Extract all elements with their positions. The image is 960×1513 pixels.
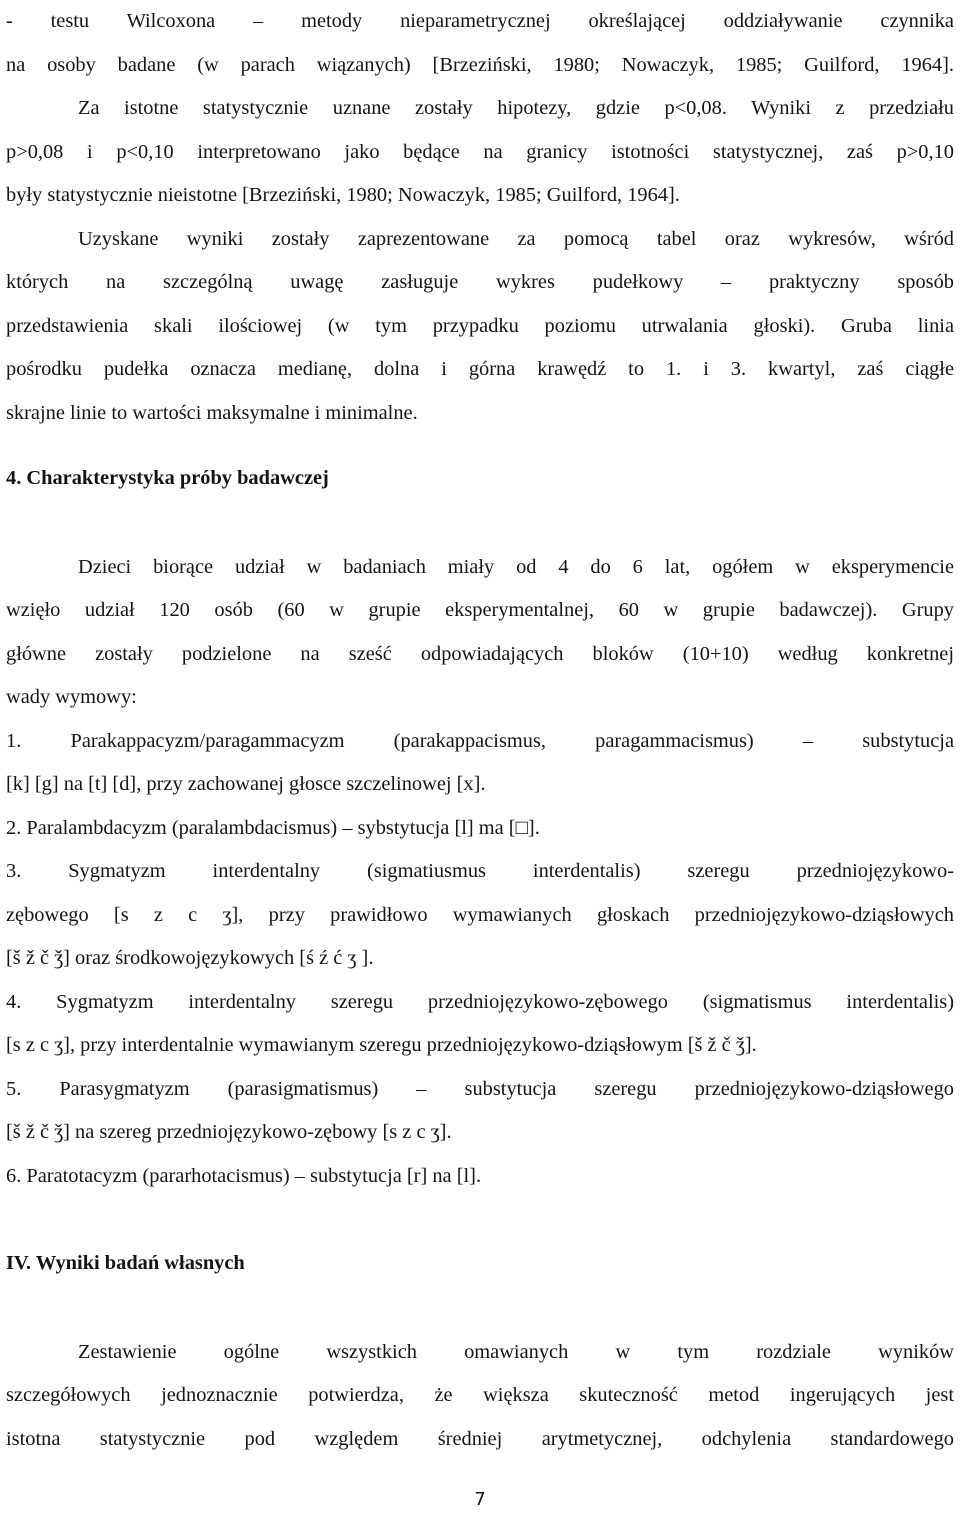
text-line: szczegółowych jednoznacznie potwierdza, że większa skuteczność metod ingerujących jest bbox=[6, 1384, 954, 1406]
text-line: [s z c ʒ], przy interdentalnie wymawianym szeregu przedniojęzykowo-dziąsłowym [š ž č ǯ]. bbox=[6, 1034, 757, 1056]
list-item bbox=[6, 850, 954, 981]
text-line: p>0,08 i p<0,10 interpretowano jako będące na granicy istotności statystycznej, zaś p>0,10 bbox=[6, 140, 954, 163]
text-line: 5. Parasygmatyzm (parasigmatismus) – substytucja szeregu przedniojęzykowo-dziąsłowego bbox=[6, 1077, 954, 1100]
text-line: 3. Sygmatyzm interdentalny (sigmatiusmus interdentalis) szeregu przedniojęzykowo- bbox=[6, 860, 954, 882]
text-line: Uzyskane wyniki zostały zaprezentowane za pomocą tabel oraz wykresów, wśród bbox=[78, 227, 954, 250]
text-line: [k] [g] na [t] [d], przy zachowanej głosce szczelinowej [x]. bbox=[6, 773, 486, 795]
document-page bbox=[6, 0, 954, 1461]
speech-defect-list bbox=[6, 720, 954, 1199]
text-line: 1. Parakappacyzm/paragammacyzm (parakappacismus, paragammacismus) – substytucja bbox=[6, 729, 954, 752]
text-line: skrajne linie to wartości maksymalne i minimalne. bbox=[6, 401, 418, 424]
paragraph-results-presentation bbox=[6, 218, 954, 436]
text-line: 2. Paralambdacyzm (paralambdacismus) – sybstytucja [l] ma [□]. bbox=[6, 816, 540, 839]
page-number: 7 bbox=[474, 1489, 486, 1510]
paragraph-results bbox=[6, 1331, 954, 1462]
text-line: wady wymowy: bbox=[6, 686, 137, 708]
text-line: [š ž č ǯ] oraz środkowojęzykowych [ś ź ć ʒ ]. bbox=[6, 947, 374, 969]
list-item bbox=[6, 720, 954, 807]
spacer bbox=[6, 501, 954, 546]
text-line: których na szczególną uwagę zasługuje wykres pudełkowy – praktyczny sposób bbox=[6, 271, 954, 293]
text-line: zębowego [s z c ʒ], przy prawidłowo wymawianych głoskach przedniojęzykowo-dziąsłowych bbox=[6, 903, 954, 926]
text-line: na osoby badane (w parach wiązanych) [Brzeziński, 1980; Nowaczyk, 1985; Guilford, 1964]. bbox=[6, 53, 954, 76]
list-item bbox=[6, 807, 954, 851]
text-line: główne zostały podzielone na sześć odpowiadających bloków (10+10) według konkretnej bbox=[6, 642, 954, 665]
text-line: Zestawienie ogólne wszystkich omawianych w tym rozdziale wyników bbox=[78, 1340, 954, 1363]
list-item bbox=[6, 1155, 954, 1199]
chapter-heading: IV. Wyniki badań własnych bbox=[6, 1252, 245, 1274]
text-line: 4. Sygmatyzm interdentalny szeregu przedniojęzykowo-zębowego (sigmatismus interdentalis) bbox=[6, 990, 954, 1013]
list-item bbox=[6, 981, 954, 1068]
text-line: pośrodku pudełka oznacza medianę, dolna i górna krawędź to 1. i 3. kwartyl, zaś ciągłe bbox=[6, 358, 954, 380]
section-heading: 4. Charakterystyka próby badawczej bbox=[6, 467, 329, 489]
text-line: - testu Wilcoxona – metody nieparametrycznej określającej oddziaływanie czynnika bbox=[6, 10, 954, 32]
text-line: 6. Paratotacyzm (pararhotacismus) – substytucja [r] na [l]. bbox=[6, 1164, 482, 1187]
text-line: były statystycznie nieistotne [Brzeziński, 1980; Nowaczyk, 1985; Guilford, 1964]. bbox=[6, 184, 680, 206]
text-line: istotna statystycznie pod względem średniej arytmetycznej, odchylenia standardowego bbox=[6, 1427, 954, 1450]
list-item bbox=[6, 1068, 954, 1155]
paragraph-methods bbox=[6, 0, 954, 218]
spacer bbox=[6, 1286, 954, 1331]
text-line: wzięło udział 120 osób (60 w grupie eksperymentalnej, 60 w grupie badawczej). Grupy bbox=[6, 599, 954, 621]
spacer bbox=[6, 1198, 954, 1246]
text-line: Za istotne statystycznie uznane zostały hipotezy, gdzie p<0,08. Wyniki z przedziału bbox=[78, 97, 954, 119]
paragraph-sample bbox=[6, 546, 954, 720]
text-line: Dzieci biorące udział w badaniach miały od 4 do 6 lat, ogółem w eksperymencie bbox=[78, 555, 954, 578]
text-line: [š ž č ǯ] na szereg przedniojęzykowo-zębowy [s z c ʒ]. bbox=[6, 1121, 452, 1143]
text-line: przedstawienia skali ilościowej (w tym przypadku poziomu utrwalania głoski). Gruba linia bbox=[6, 314, 954, 337]
